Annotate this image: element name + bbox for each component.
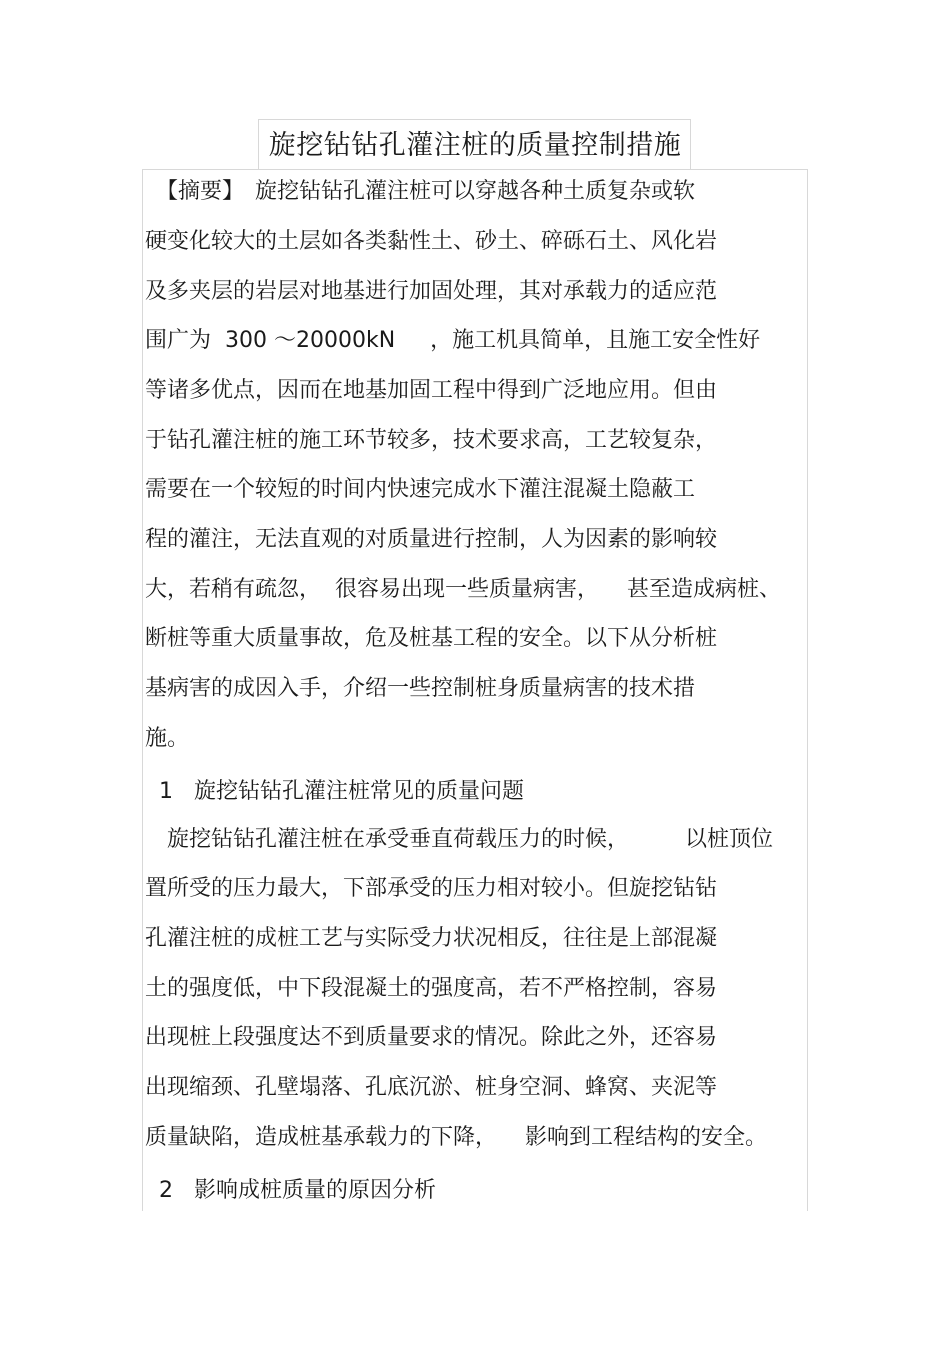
section-heading: 1 旋挖钻钻孔灌注桩常见的质量问题 xyxy=(145,779,524,804)
text-line: 【摘要】 旋挖钻钻孔灌注桩可以穿越各种土质复杂或软 xyxy=(145,179,696,204)
text-line: 需要在一个较短的时间内快速完成水下灌注混凝土隐蔽工 xyxy=(145,477,696,502)
text-line: 围广为 300 ～20000kN ，施工机具简单，且施工安全性好 xyxy=(145,328,761,353)
text-line: 孔灌注桩的成桩工艺与实际受力状况相反，往往是上部混凝 xyxy=(145,926,718,951)
text-line: 出现缩颈、孔壁塌落、孔底沉淤、桩身空洞、蜂窝、夹泥等 xyxy=(145,1075,718,1100)
text-line: 及多夹层的岩层对地基进行加固处理，其对承载力的适应范 xyxy=(145,279,718,304)
text-line: 断桩等重大质量事故，危及桩基工程的安全。以下从分析桩 xyxy=(145,626,718,651)
text-line: 硬变化较大的土层如各类黏性土、砂土、碎砾石土、风化岩 xyxy=(145,229,718,254)
body-frame-top xyxy=(142,169,808,170)
text-line: 土的强度低，中下段混凝土的强度高，若不严格控制，容易 xyxy=(145,976,718,1001)
text-line: 置所受的压力最大，下部承受的压力相对较小。但旋挖钻钻 xyxy=(145,876,718,901)
section-heading: 2 影响成桩质量的原因分析 xyxy=(145,1178,436,1203)
body-frame-right xyxy=(807,169,808,1211)
text-line: 基病害的成因入手，介绍一些控制桩身质量病害的技术措 xyxy=(145,676,696,701)
text-line: 程的灌注，无法直观的对质量进行控制，人为因素的影响较 xyxy=(145,527,718,552)
text-line: 大，若稍有疏忽， 很容易出现一些质量病害， 甚至造成病桩、 xyxy=(145,577,781,602)
text-line: 质量缺陷，造成桩基承载力的下降， 影响到工程结构的安全。 xyxy=(145,1125,767,1150)
body-frame-left xyxy=(142,169,143,1211)
page-title: 旋挖钻钻孔灌注桩的质量控制措施 xyxy=(268,130,682,161)
title-frame-top xyxy=(258,119,690,120)
text-line: 施。 xyxy=(145,726,190,751)
text-line: 等诸多优点，因而在地基加固工程中得到广泛地应用。但由 xyxy=(145,378,718,403)
text-line: 旋挖钻钻孔灌注桩在承受垂直荷载压力的时候， 以桩顶位 xyxy=(145,827,773,852)
text-line: 于钻孔灌注桩的施工环节较多，技术要求高，工艺较复杂， xyxy=(145,428,718,453)
text-line: 出现桩上段强度达不到质量要求的情况。除此之外，还容易 xyxy=(145,1025,718,1050)
